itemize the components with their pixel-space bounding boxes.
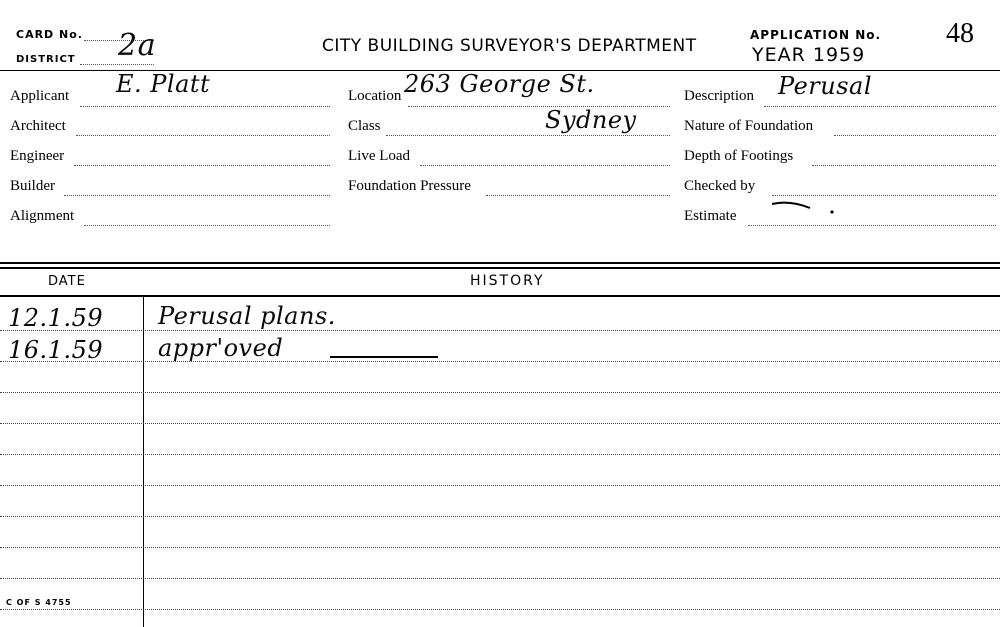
history-text: appr'oved [158,334,284,362]
history-divider-top [0,262,1000,264]
department-title: CITY BUILDING SURVEYOR'S DEPARTMENT [322,36,697,56]
builder-line [64,195,330,196]
date-column-header: DATE [48,274,86,289]
location-value-line1: 263 George St. [404,70,595,98]
location-label: Location [348,88,402,104]
class-line [386,135,670,136]
ruled-line [0,547,1000,548]
foundation-pressure-label: Foundation Pressure [348,178,471,194]
live-load-line [420,165,670,166]
estimate-label: Estimate [684,208,737,224]
history-date: 16.1.59 [8,336,104,364]
ruled-line [0,361,1000,362]
class-label: Class [348,118,381,134]
applicant-label: Applicant [10,88,70,104]
description-value: Perusal [778,72,873,100]
ruled-line [0,454,1000,455]
live-load-label: Live Load [348,148,411,164]
handwritten-underline [330,356,438,358]
ruled-line [0,578,1000,579]
depth-of-footings-line [812,165,996,166]
alignment-line [84,225,330,226]
checked-by-line [772,195,996,196]
depth-of-footings-label: Depth of Footings [684,148,794,164]
engineer-line [74,165,330,166]
nature-of-foundation-line [834,135,996,136]
foundation-pressure-line [486,195,670,196]
description-label: Description [684,88,754,104]
alignment-label: Alignment [10,208,75,224]
engineer-label: Engineer [10,148,65,164]
applicant-value: E. Platt [116,70,211,98]
application-no-label: APPLICATION No. [750,28,882,42]
application-no-value: 48 [946,18,974,49]
card-no-label: CARD No. [16,28,83,41]
history-date: 12.1.59 [8,304,104,332]
history-header-rule [0,295,1000,297]
district-label: DISTRICT [16,54,76,65]
description-line [764,106,996,107]
architect-line [76,135,330,136]
ruled-line [0,485,1000,486]
builder-label: Builder [10,178,55,194]
estimate-line [748,225,996,226]
year-label: YEAR 1959 [752,44,866,66]
ruled-line [0,516,1000,517]
location-value-line2: Sydney [545,106,637,134]
history-column-header: HISTORY [470,273,545,289]
history-text: Perusal plans. [158,302,336,330]
architect-label: Architect [10,118,66,134]
applicant-line [80,106,330,107]
initials-mark [770,198,840,218]
district-value: 2a [118,28,156,63]
form-code: C OF S 4755 [6,598,72,607]
ruled-line [0,609,1000,610]
ruled-line [0,330,1000,331]
checked-by-label: Checked by [684,178,756,194]
ruled-line [0,392,1000,393]
history-divider-bottom [0,267,1000,269]
nature-of-foundation-label: Nature of Foundation [684,118,814,134]
ruled-line [0,423,1000,424]
district-line [80,64,154,65]
